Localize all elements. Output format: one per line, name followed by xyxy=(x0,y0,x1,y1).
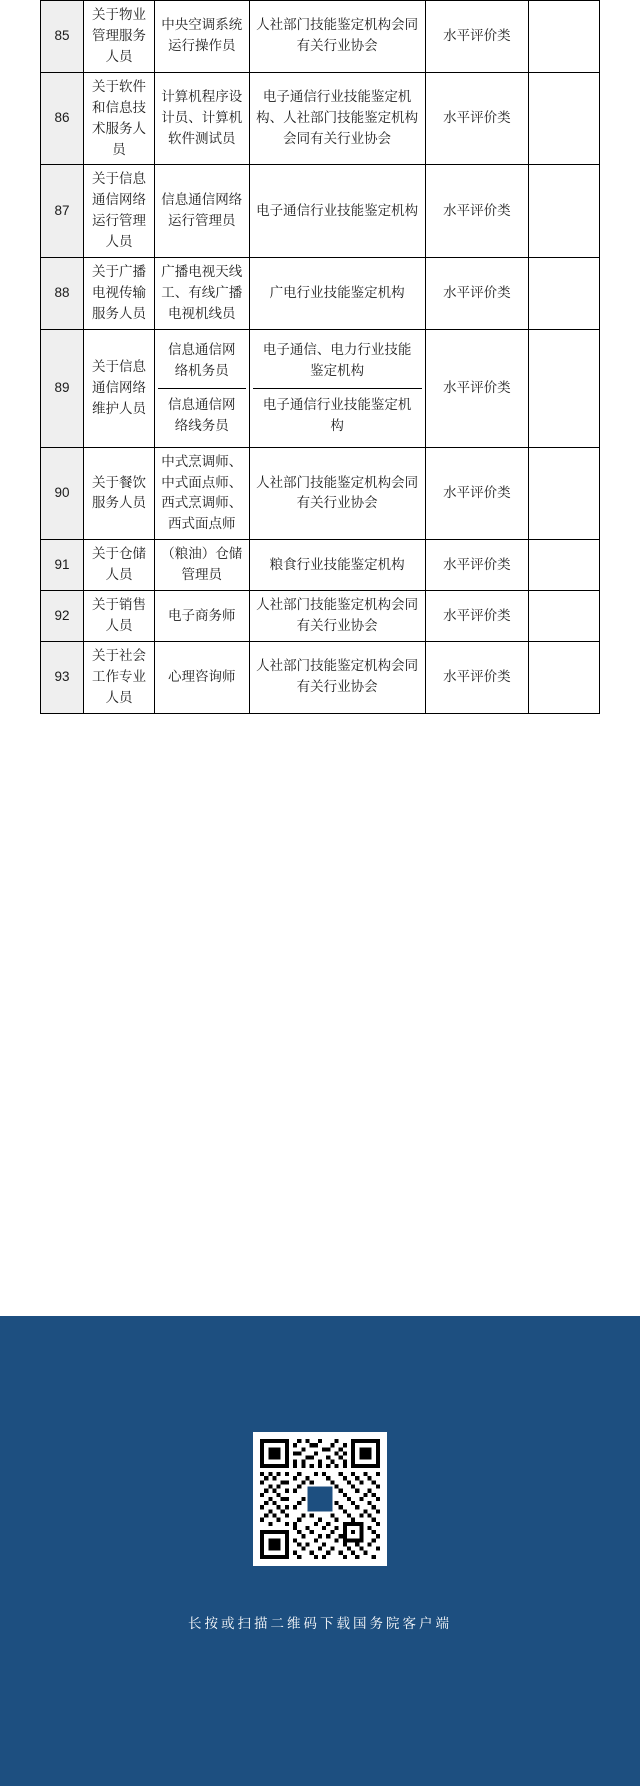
row-number: 87 xyxy=(41,165,84,258)
row-occupation: 中央空调系统运行操作员 xyxy=(154,1,249,73)
qr-code-container[interactable] xyxy=(253,1432,387,1566)
row-number: 90 xyxy=(41,447,84,540)
table-row xyxy=(41,540,600,591)
row-category: 关于广播电视传输服务人员 xyxy=(84,258,155,330)
row-category: 关于仓储人员 xyxy=(84,540,155,591)
row-note xyxy=(529,72,600,165)
row-certificate-type: 水平评价类 xyxy=(425,329,528,447)
row-occupation: 计算机程序设计员、计算机软件测试员 xyxy=(154,72,249,165)
row-organization: 电子通信、电力行业技能鉴定机构 xyxy=(253,334,422,388)
footer-caption: 长按或扫描二维码下载国务院客户端 xyxy=(188,1616,452,1631)
row-certificate-type: 水平评价类 xyxy=(425,1,528,73)
row-category: 关于信息通信网络维护人员 xyxy=(84,329,155,447)
row-organization: 电子通信行业技能鉴定机构 xyxy=(262,396,412,433)
qr-code-image xyxy=(260,1439,380,1559)
row-number: 88 xyxy=(41,258,84,330)
row-occupation: 信息通信网络机务员 xyxy=(158,334,246,388)
occupation-table-wrapper xyxy=(0,0,640,714)
row-certificate-type: 水平评价类 xyxy=(425,165,528,258)
row-organization: 广电行业技能鉴定机构 xyxy=(249,258,425,330)
table-row xyxy=(41,591,600,642)
row-category: 关于信息通信网络运行管理人员 xyxy=(84,165,155,258)
row-category: 关于软件和信息技术服务人员 xyxy=(84,72,155,165)
row-number: 86 xyxy=(41,72,84,165)
table-row xyxy=(41,447,600,540)
table-row xyxy=(41,258,600,330)
row-organization: 人社部门技能鉴定机构会同有关行业协会 xyxy=(249,447,425,540)
row-note xyxy=(529,1,600,73)
row-certificate-type: 水平评价类 xyxy=(425,447,528,540)
row-organization-group xyxy=(249,329,425,447)
row-note xyxy=(529,258,600,330)
row-occupation: 信息通信网络线务员 xyxy=(167,396,236,433)
table-row xyxy=(41,165,600,258)
row-organization: 粮食行业技能鉴定机构 xyxy=(249,540,425,591)
row-certificate-type: 水平评价类 xyxy=(425,641,528,713)
page-footer xyxy=(0,1316,640,1786)
row-certificate-type: 水平评价类 xyxy=(425,540,528,591)
row-number: 93 xyxy=(41,641,84,713)
row-number: 91 xyxy=(41,540,84,591)
row-occupation: 心理咨询师 xyxy=(154,641,249,713)
row-occupation: 电子商务师 xyxy=(154,591,249,642)
row-note xyxy=(529,540,600,591)
row-note xyxy=(529,329,600,447)
row-organization: 电子通信行业技能鉴定机构 xyxy=(249,165,425,258)
row-certificate-type: 水平评价类 xyxy=(425,591,528,642)
row-organization: 人社部门技能鉴定机构会同有关行业协会 xyxy=(249,641,425,713)
row-category: 关于物业管理服务人员 xyxy=(84,1,155,73)
row-note xyxy=(529,165,600,258)
row-occupation: 广播电视天线工、有线广播电视机线员 xyxy=(154,258,249,330)
row-number: 92 xyxy=(41,591,84,642)
qr-code-svg xyxy=(260,1439,380,1559)
row-number: 89 xyxy=(41,329,84,447)
row-category: 关于社会工作专业人员 xyxy=(84,641,155,713)
table-row xyxy=(41,1,600,73)
row-category: 关于餐饮服务人员 xyxy=(84,447,155,540)
table-row xyxy=(41,329,600,447)
row-occupation-group xyxy=(154,329,249,447)
table-body xyxy=(41,1,600,714)
row-note xyxy=(529,447,600,540)
organization-sublist xyxy=(253,334,422,443)
row-category: 关于销售人员 xyxy=(84,591,155,642)
row-occupation: （粮油）仓储管理员 xyxy=(154,540,249,591)
table-row xyxy=(41,641,600,713)
row-organization: 电子通信行业技能鉴定机构、人社部门技能鉴定机构会同有关行业协会 xyxy=(249,72,425,165)
row-note xyxy=(529,641,600,713)
row-organization: 人社部门技能鉴定机构会同有关行业协会 xyxy=(249,1,425,73)
table-row xyxy=(41,72,600,165)
row-organization: 人社部门技能鉴定机构会同有关行业协会 xyxy=(249,591,425,642)
row-occupation: 信息通信网络运行管理员 xyxy=(154,165,249,258)
row-certificate-type: 水平评价类 xyxy=(425,258,528,330)
occupation-table xyxy=(40,0,600,714)
row-occupation: 中式烹调师、中式面点师、西式烹调师、西式面点师 xyxy=(154,447,249,540)
row-number: 85 xyxy=(41,1,84,73)
row-certificate-type: 水平评价类 xyxy=(425,72,528,165)
occupation-sublist xyxy=(158,334,246,443)
row-note xyxy=(529,591,600,642)
